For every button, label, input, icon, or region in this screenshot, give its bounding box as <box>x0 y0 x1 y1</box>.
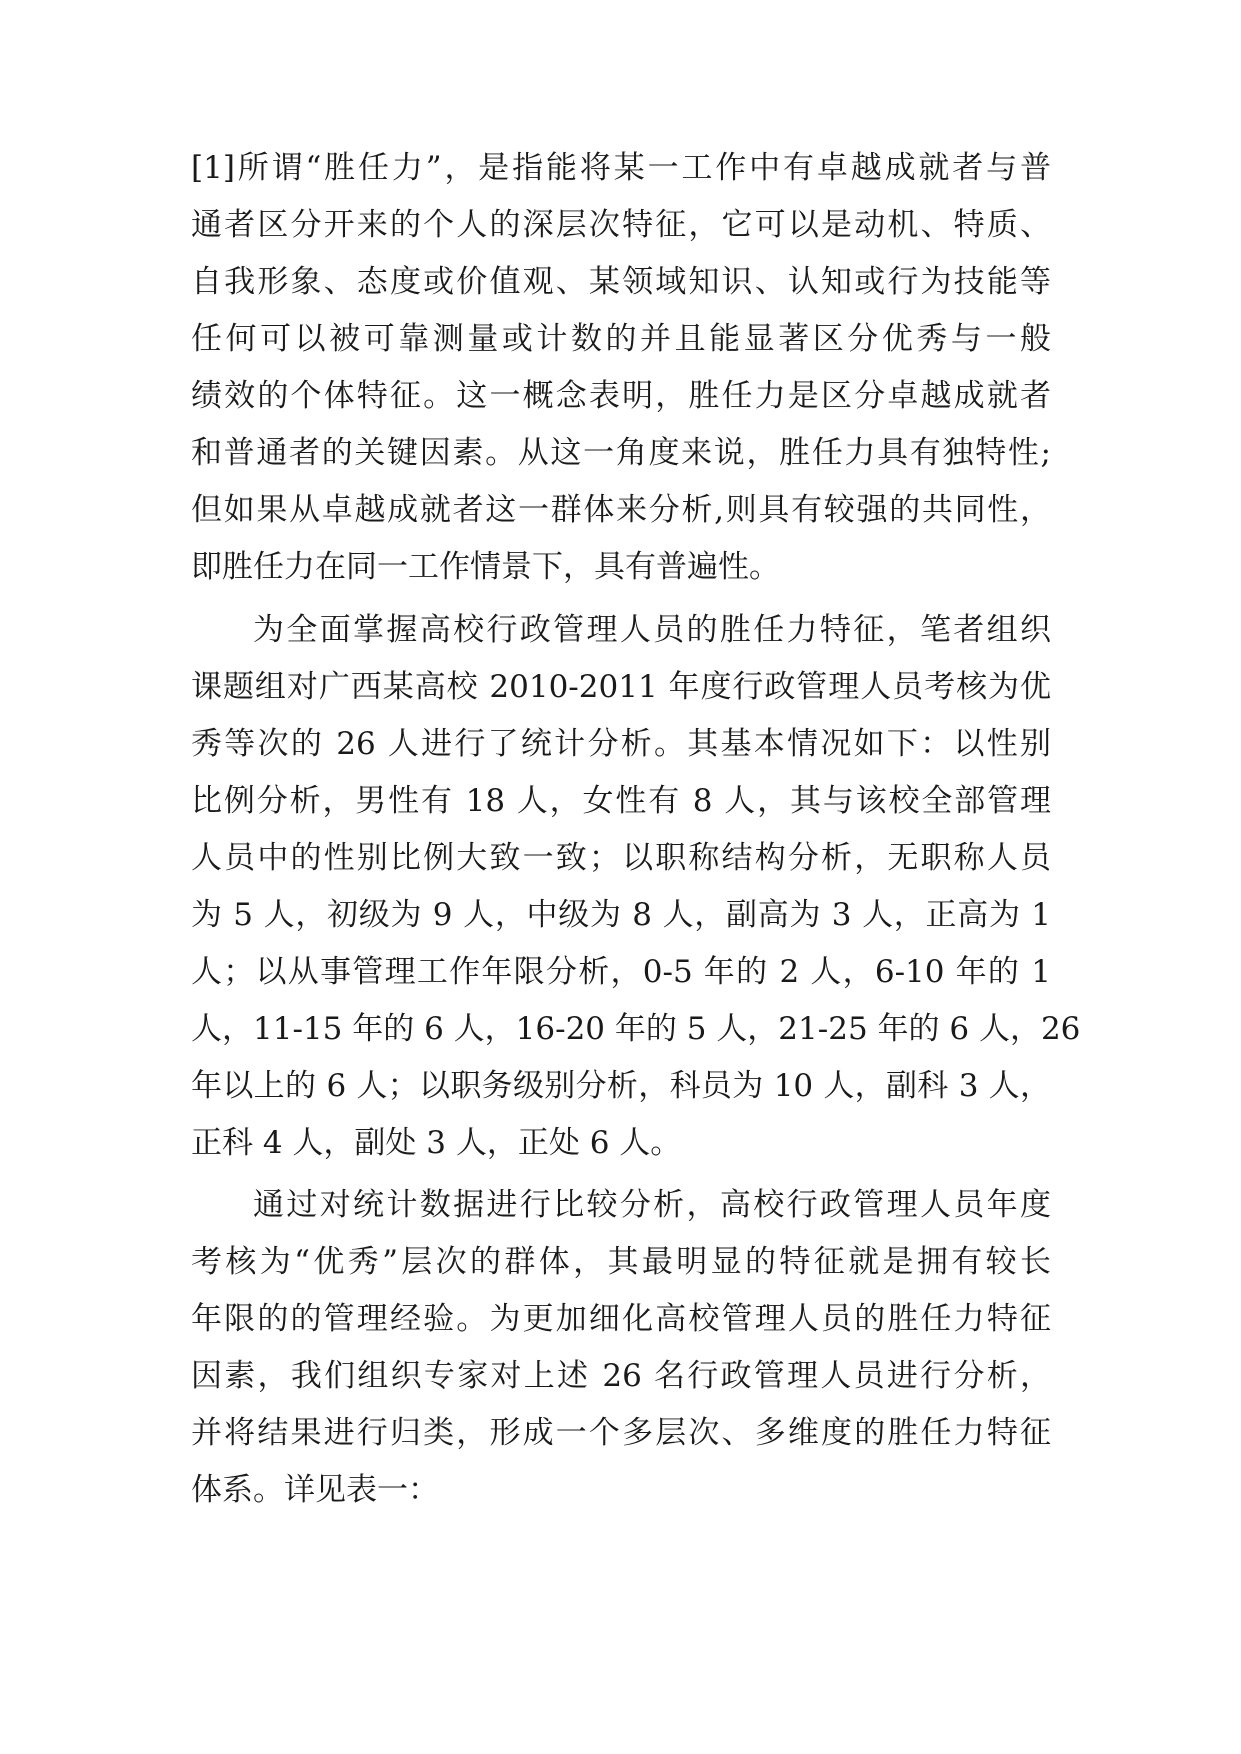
paragraph-2-line-3: 秀等次的 26 人进行了统计分析。其基本情况如下：以性别 <box>191 726 1051 762</box>
paragraph-3-line-3: 年限的的管理经验。为更加细化高校管理人员的胜任力特征 <box>191 1301 1051 1337</box>
paragraph-3-line-1: 通过对统计数据进行比较分析，高校行政管理人员年度 <box>253 1187 1051 1223</box>
paragraph-2-line-6: 为 5 人，初级为 9 人，中级为 8 人，副高为 3 人，正高为 1 <box>191 897 1051 933</box>
paragraph-1-line-6: 和普通者的关键因素。从这一角度来说，胜任力具有独特性; <box>191 435 1051 471</box>
paragraph-1-line-7: 但如果从卓越成就者这一群体来分析,则具有较强的共同性， <box>191 492 1051 528</box>
paragraph-1-line-8: 即胜任力在同一工作情景下，具有普遍性。 <box>191 549 780 585</box>
paragraph-1-line-1: [1]所谓“胜任力”，是指能将某一工作中有卓越成就者与普 <box>191 150 1051 186</box>
paragraph-2-line-9: 年以上的 6 人；以职务级别分析，科员为 10 人，副科 3 人， <box>191 1068 1051 1104</box>
paragraph-1-line-3: 自我形象、态度或价值观、某领域知识、认知或行为技能等 <box>191 264 1051 300</box>
paragraph-3-line-5: 并将结果进行归类，形成一个多层次、多维度的胜任力特征 <box>191 1415 1051 1451</box>
paragraph-3-line-2: 考核为“优秀”层次的群体，其最明显的特征就是拥有较长 <box>191 1244 1051 1280</box>
paragraph-2-line-8: 人，11-15 年的 6 人，16-20 年的 5 人，21-25 年的 6 人，26 <box>191 1011 1081 1047</box>
paragraph-3-line-6: 体系。详见表一： <box>191 1472 439 1508</box>
paragraph-1-line-5: 绩效的个体特征。这一概念表明，胜任力是区分卓越成就者 <box>191 378 1051 414</box>
paragraph-2-line-4: 比例分析，男性有 18 人，女性有 8 人，其与该校全部管理 <box>191 783 1051 819</box>
paragraph-1-line-2: 通者区分开来的个人的深层次特征，它可以是动机、特质、 <box>191 207 1051 243</box>
paragraph-2-line-10: 正科 4 人，副处 3 人，正处 6 人。 <box>191 1125 682 1161</box>
paragraph-2-line-1: 为全面掌握高校行政管理人员的胜任力特征，笔者组织 <box>253 612 1051 648</box>
paragraph-1-line-4: 任何可以被可靠测量或计数的并且能显著区分优秀与一般 <box>191 321 1051 357</box>
paragraph-3-line-4: 因素，我们组织专家对上述 26 名行政管理人员进行分析， <box>191 1358 1051 1394</box>
paragraph-2-line-7: 人；以从事管理工作年限分析，0-5 年的 2 人，6-10 年的 1 <box>191 954 1051 990</box>
paragraph-2-line-2: 课题组对广西某高校 2010-2011 年度行政管理人员考核为优 <box>191 669 1051 705</box>
paragraph-2-line-5: 人员中的性别比例大致一致；以职称结构分析，无职称人员 <box>191 840 1051 876</box>
